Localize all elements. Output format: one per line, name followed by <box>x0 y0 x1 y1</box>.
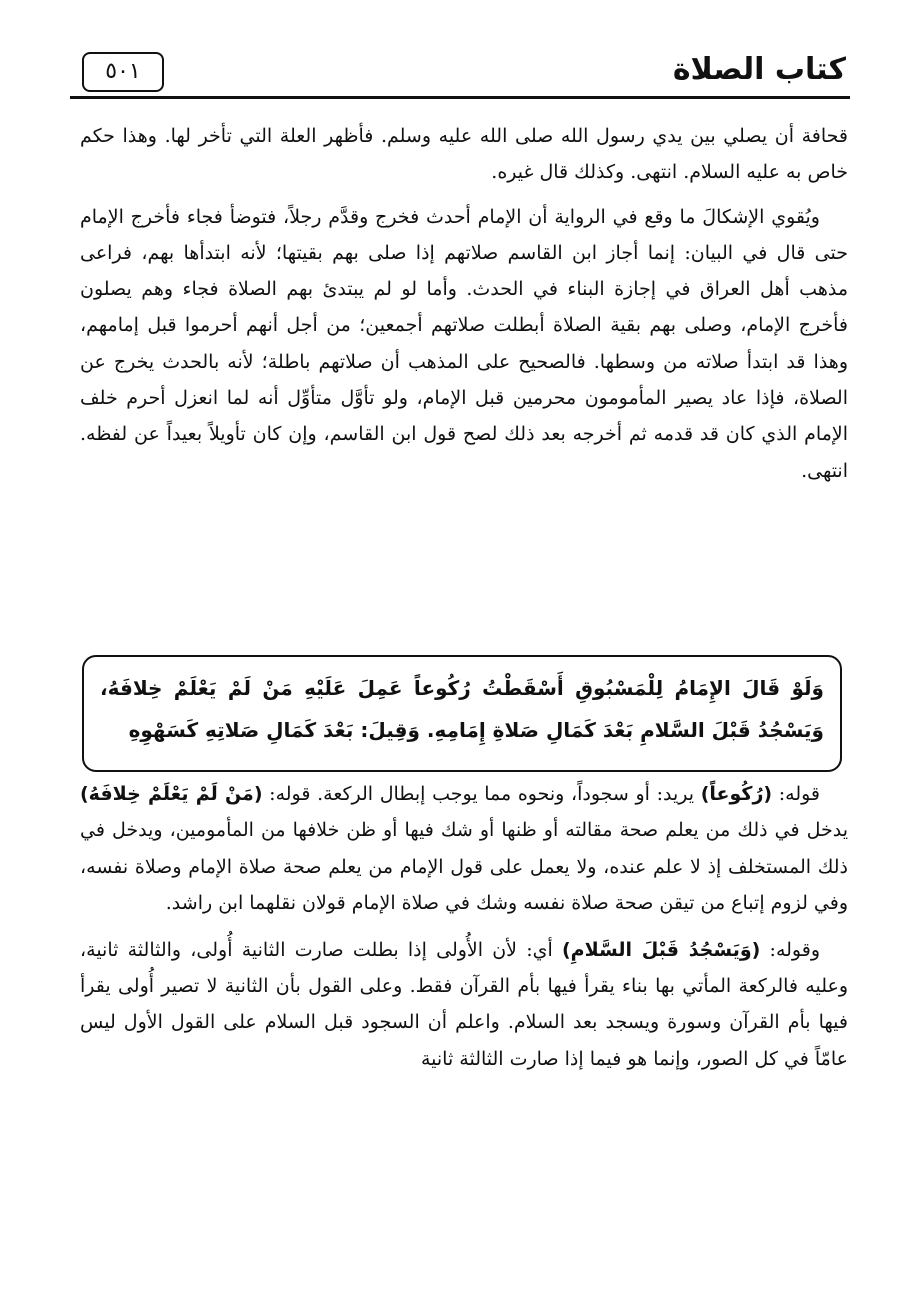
matn-text: وَلَوْ قَالَ الإِمَامُ لِلْمَسْبُوقِ أَسْقَطْتُ رُكُوعاً عَمِلَ عَلَيْهِ مَنْ لَمْ يَعْلَمْ خِلافَهُ، وَيَسْجُدُ قَبْلَ السَّلامِ بَعْدَ كَمَالِ صَلاةِ إِمَامِهِ. وَقِيلَ: بَعْدَ كَمَالِ صَلاتِهِ كَسَهْوِهِ <box>100 676 824 742</box>
page-header <box>70 50 850 102</box>
p3-text-a: يريد: أو سجوداً، ونحوه مما يوجب إبطال الركعة. قوله: <box>269 783 695 805</box>
body-text-lower <box>80 776 848 1077</box>
header-divider <box>70 96 850 99</box>
paragraph-4 <box>80 932 848 1078</box>
p4-quote: (وَيَسْجُدُ قَبْلَ السَّلامِ) <box>561 938 761 961</box>
paragraph-3 <box>80 776 848 922</box>
p4-text: أي: لأن الأُولى إذا بطلت صارت الثانية أُولى، والثالثة ثانية، وعليه فالركعة المأتي بها بناء يقرأ فيها بأم القرآن فقط. وعلى القول بأن الثانية لا تصير أُولى يقرأ فيها بأم القرآن وسورة ويسجد بعد السلام. واعلم أن السجود قبل السلام على القول الأول ليس عامّاً في كل الصور، وإنما هو فيما إذا صارت الثالثة ثانية <box>80 938 848 1070</box>
p3-quote-1: (رُكُوعاً) <box>700 783 773 805</box>
p3-text-b: يدخل في ذلك من يعلم صحة مقالته أو ظنها أو شك فيها أو ظن خلافها من المأمومين، ويدخل في ذلك المستخلف إذ لا علم عنده، ولا يعمل على قول الإمام من يعلم صحة صلاة الإمام وصلاة نفسه، وفي لزوم إتباع من تيقن صحة صلاة نفسه وشك في صلاة الإمام قولان نقلهما ابن راشد. <box>80 819 848 915</box>
body-text-upper <box>80 118 848 489</box>
chapter-title: كتاب الصلاة <box>672 52 846 87</box>
page-number: ٥٠١ <box>82 52 164 92</box>
paragraph-2: ويُقوي الإشكالَ ما وقع في الرواية أن الإمام أحدث فخرج وقدَّم رجلاً، فتوضأ فجاء فأخرج الإمام حتى قال في البيان: إنما أجاز ابن القاسم صلاتهم إذا صلى بهم بقيتها؛ لأنه ابتدأها بهم، فراعى مذهب أهل العراق في إجازة البناء في الحدث. وأما لو لم يبتدئ بهم الصلاة فجاء وهم يصلون فأخرج الإمام، وصلى بهم بقية الصلاة أبطلت صلاتهم أجمعين؛ من أجل أنهم أحرموا قبل إمامهم، وهذا قد ابتدأ صلاته من وسطها. فالصحيح على المذهب أن صلاتهم باطلة؛ لأنه بالحدث يخرج عن الصلاة، فإذا عاد يصير المأمومون محرمين قبل الإمام، ولو تأوَّل متأوِّل أنه لما انعزل أحرم خلف الإمام الذي كان قد قدمه ثم أخرجه بعد ذلك لصح قول ابن القاسم، وإن كان تأويلاً بعيداً عن لفظه. انتهى. <box>80 205 848 482</box>
p4-lead: وقوله: <box>769 938 820 961</box>
paragraph-1: قحافة أن يصلي بين يدي رسول الله صلى الله عليه وسلم. فأظهر العلة التي تأخر لها. وهذا حكم خاص به عليه السلام. انتهى. وكذلك قال غيره. <box>80 125 848 184</box>
p3-lead: قوله: <box>778 783 821 805</box>
matn-box <box>82 655 842 772</box>
p3-quote-2: (مَنْ لَمْ يَعْلَمْ خِلافَهُ) <box>80 783 263 805</box>
